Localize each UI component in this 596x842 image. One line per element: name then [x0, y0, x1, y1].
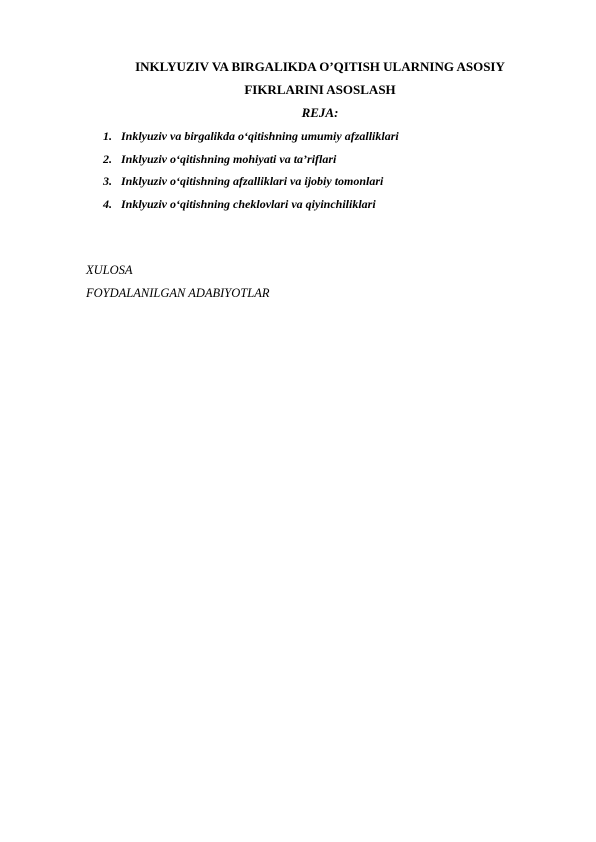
plan-item-number: 2. [103, 151, 112, 166]
plan-item-text: Inklyuziv o‘qitishning afzalliklari va ijobiy tomonlari [121, 174, 384, 188]
plan-item-number: 3. [103, 174, 112, 188]
conclusion-heading: XULOSA [86, 263, 133, 277]
plan-item-1 [103, 128, 399, 151]
plan-item-number: 4. [103, 196, 112, 211]
plan-item-2 [103, 151, 399, 174]
plan-item-text: Inklyuziv o‘qitishning cheklovlari va qiyinchiliklari [121, 196, 376, 211]
plan-heading: REJA: [301, 105, 339, 120]
document-title-line-2: FIKRLARINI ASOSLASH [244, 82, 396, 97]
plan-item-text: Inklyuziv va birgalikda o‘qitishning umumiy afzalliklari [121, 129, 399, 143]
plan-item-number: 1. [103, 129, 112, 143]
plan-item-text: Inklyuziv o‘qitishning mohiyati va ta’riflari [121, 151, 337, 166]
plan-item-4 [103, 196, 399, 219]
document-title-line-1: INKLYUZIV VA BIRGALIKDA O’QITISH ULARNING ASOSIY [135, 59, 505, 74]
references-heading: FOYDALANILGAN ADABIYOTLAR [86, 286, 270, 300]
plan-item-3 [103, 173, 399, 196]
plan-list [103, 128, 399, 218]
